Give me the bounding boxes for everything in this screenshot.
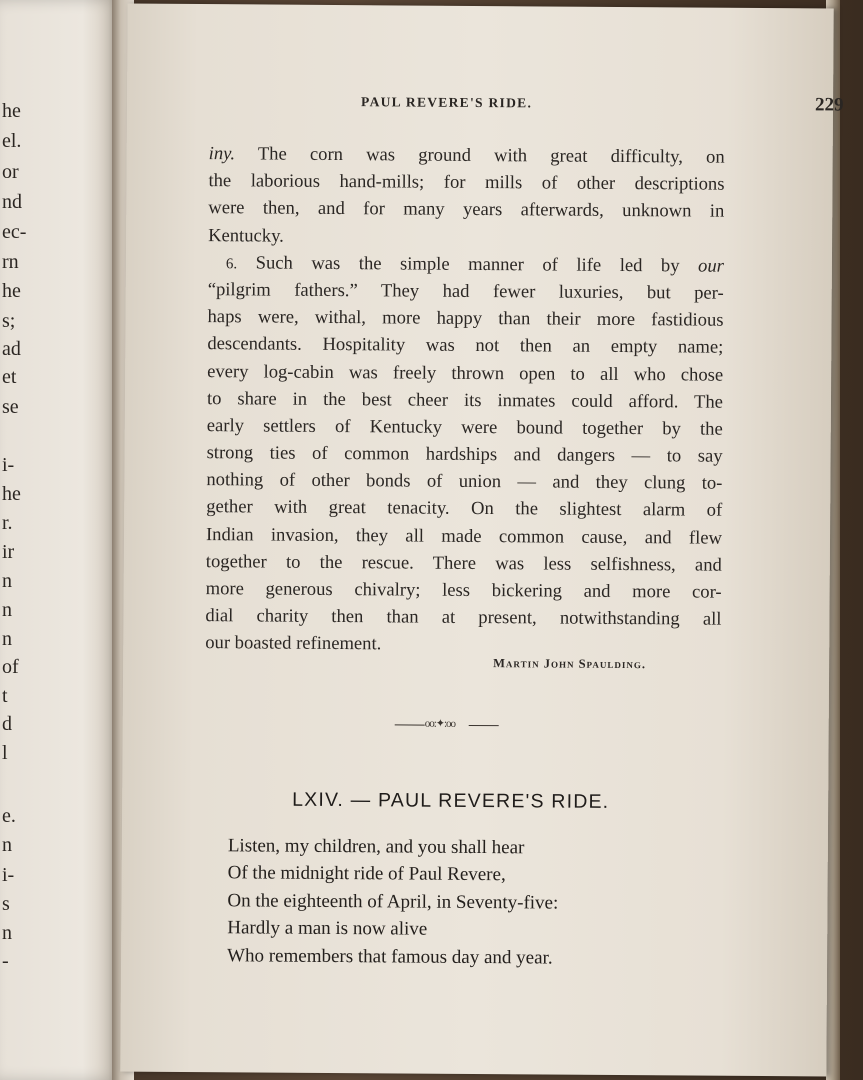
body-text bbox=[205, 140, 725, 660]
left-fragment: s bbox=[2, 893, 10, 915]
ornament-divider bbox=[395, 718, 499, 733]
text-line bbox=[209, 140, 725, 171]
left-fragment: el. bbox=[2, 130, 22, 152]
poem bbox=[227, 832, 559, 971]
author-signature: Martin John Spaulding. bbox=[493, 656, 647, 672]
left-fragment: he bbox=[2, 100, 21, 122]
left-fragment: n bbox=[2, 834, 12, 856]
text-line: dial charity then than at present, notwithstanding all bbox=[205, 605, 722, 630]
poem-line: Of the midnight ride of Paul Revere, bbox=[227, 862, 506, 886]
left-fragment: n bbox=[2, 570, 12, 592]
left-fragment: se bbox=[2, 396, 19, 418]
text-line: haps were, withal, more happy than their more fastidious bbox=[207, 306, 724, 331]
text-line: “pilgrim fathers.” They had fewer luxuries, but per- bbox=[207, 279, 724, 304]
left-fragment: d bbox=[2, 713, 12, 735]
left-fragment: rn bbox=[2, 251, 19, 273]
left-page bbox=[0, 0, 118, 1080]
italic-word: iny. bbox=[208, 143, 236, 165]
left-fragment: et bbox=[2, 366, 17, 388]
italic-word: our bbox=[698, 255, 724, 277]
paragraph-6-first-line bbox=[208, 249, 724, 280]
poem-line: Listen, my children, and you shall hear bbox=[227, 835, 525, 859]
left-fragment: nd bbox=[2, 191, 22, 213]
running-head: PAUL REVERE'S RIDE. bbox=[361, 94, 533, 111]
left-fragment: he bbox=[2, 280, 21, 302]
left-fragment: - bbox=[2, 950, 9, 972]
text-line: the laborious hand-mills; for mills of other descriptions bbox=[208, 170, 725, 195]
left-fragment: ad bbox=[2, 338, 21, 360]
ornament-rule-right bbox=[469, 725, 499, 726]
left-fragment: n bbox=[2, 922, 12, 944]
text-line: strong ties of common hardships and dangers — to say bbox=[206, 442, 723, 467]
left-fragment: ir bbox=[2, 541, 15, 563]
left-fragment: e. bbox=[2, 805, 16, 827]
left-fragment: ec- bbox=[2, 221, 27, 243]
text-line: our boasted refinement. bbox=[205, 632, 382, 655]
section-title: LXIV. — PAUL REVERE'S RIDE. bbox=[292, 788, 610, 813]
left-fragment: l bbox=[2, 742, 8, 764]
text-span: The corn was ground with great difficulty, on bbox=[234, 143, 725, 168]
left-fragment: i- bbox=[2, 454, 15, 476]
text-line: gether with great tenacity. On the slightest alarm of bbox=[206, 496, 723, 522]
left-fragment: r. bbox=[2, 512, 13, 534]
text-line: Indian invasion, they all made common cause, and flew bbox=[205, 523, 723, 549]
left-fragment: or bbox=[2, 161, 19, 183]
ornament-rule-left bbox=[395, 724, 425, 725]
left-fragment: n bbox=[2, 628, 12, 650]
poem-line: On the eighteenth of April, in Seventy-five: bbox=[227, 890, 559, 914]
poem-line: Hardly a man is now alive bbox=[227, 917, 428, 940]
left-fragment: of bbox=[2, 656, 19, 678]
page-number: 229 bbox=[814, 94, 844, 116]
text-line: to share in the best cheer its inmates could afford. The bbox=[206, 387, 724, 413]
left-fragment: i- bbox=[2, 864, 15, 886]
text-line: were then, and for many years afterwards, unknown in bbox=[208, 197, 725, 223]
left-fragment: t bbox=[2, 685, 8, 707]
left-fragment: s; bbox=[2, 310, 16, 332]
text-line: early settlers of Kentucky were bound together by the bbox=[206, 414, 723, 440]
left-fragment: n bbox=[2, 599, 12, 621]
text-line: more generous chivalry; less bickering and more cor- bbox=[205, 578, 722, 603]
poem-line: Who remembers that famous day and year. bbox=[227, 944, 553, 969]
text-line: every log-cabin was freely thrown open to all who chose bbox=[207, 360, 724, 386]
text-line: Kentucky. bbox=[208, 224, 284, 247]
left-fragment: he bbox=[2, 483, 21, 505]
text-line: together to the rescue. There was less selfishness, and bbox=[205, 550, 722, 576]
text-line: descendants. Hospitality was not then an empty name; bbox=[207, 333, 724, 359]
paragraph-number: 6. bbox=[225, 255, 238, 273]
right-page bbox=[120, 4, 844, 1077]
text-line: nothing of other bonds of union — and they clung to- bbox=[206, 469, 723, 494]
text-span: Such was the simple manner of life led by bbox=[237, 252, 699, 277]
ornament-glyph: oo:✦:oo bbox=[424, 717, 456, 730]
